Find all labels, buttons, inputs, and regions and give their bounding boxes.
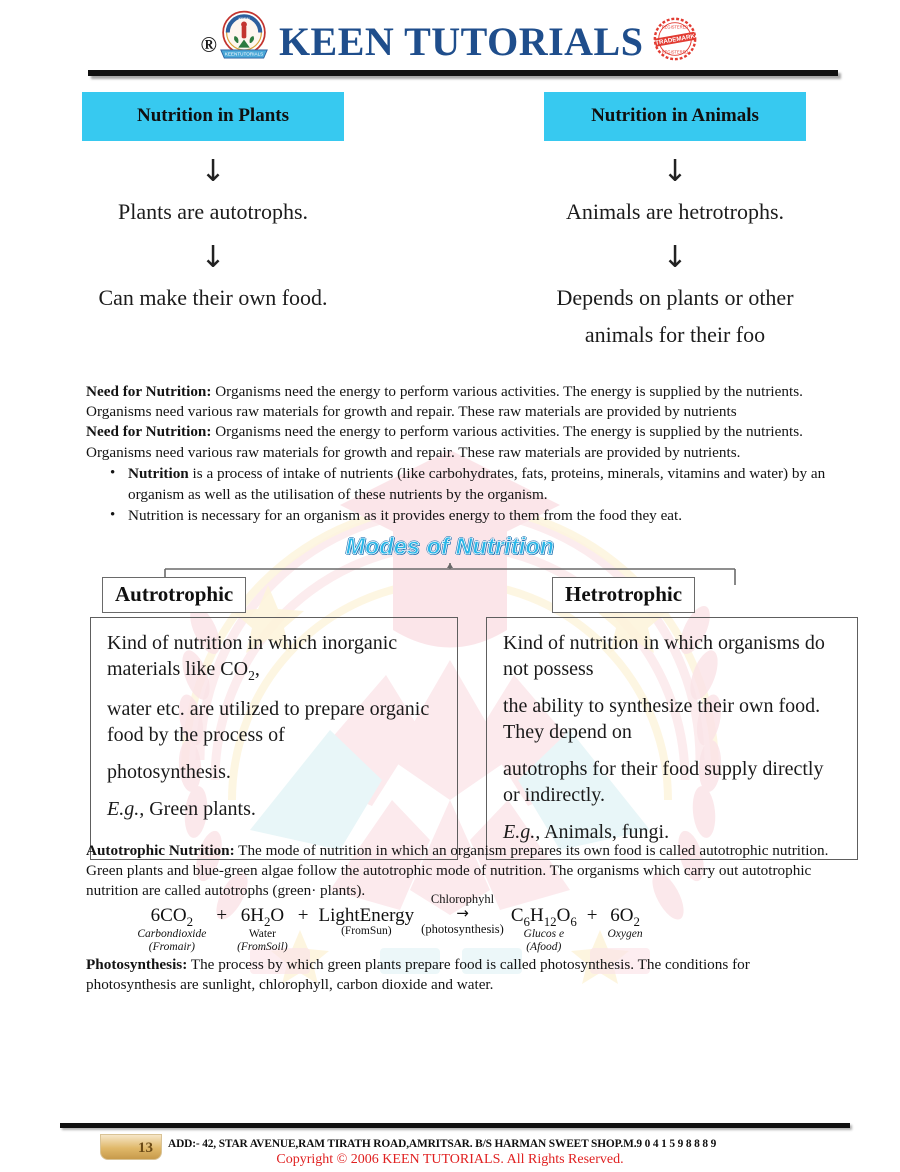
page-header <box>0 0 900 78</box>
mode-label-hetrotrophic: Hetrotrophic <box>552 577 695 613</box>
registered-trademark-icon: ® <box>200 31 217 57</box>
glucose-c: C <box>510 904 524 926</box>
equation-term-caption2: (Fromair) <box>148 940 195 953</box>
list-item <box>128 506 840 527</box>
photosynthesis-content <box>86 955 840 995</box>
equation-term-formula <box>151 906 193 928</box>
equation-term-caption1: Oxygen <box>607 927 643 940</box>
autotrophic-eg-label: E.g., <box>107 797 145 820</box>
hetrotrophic-eg-label: E.g., <box>503 820 541 843</box>
need-for-nutrition-text-1: Organisms need the energy to perform various activities. The energy is supplied by the nutrients. Organisms need various raw materials for growth and repair. These raw materials are provided by nutrients <box>86 383 803 421</box>
flowchart-column-animals <box>455 92 875 350</box>
photosynthesis-equation <box>0 891 900 954</box>
flowchart-column-plants <box>10 92 430 312</box>
glucose-h-subscript: 12 <box>543 913 557 929</box>
equation-arrow-below-label: (photosynthesis) <box>421 921 504 936</box>
equation-reaction-arrow <box>418 892 507 937</box>
mode-box-autotrophic <box>90 617 458 860</box>
equation-term-carbondioxide <box>133 906 210 954</box>
equation-term-caption2: (FromSoil) <box>237 940 288 953</box>
h2o-subscript: 2 <box>263 913 271 929</box>
equation-term-caption2: (Afood) <box>526 940 562 953</box>
flowchart-heading-plants: Nutrition in Plants <box>82 92 344 141</box>
equation-arrow-above-label: Chlorophyhl <box>430 891 495 906</box>
down-arrow-icon: ↓ <box>662 154 688 189</box>
equation-term-caption1: Carbondioxide <box>137 927 207 940</box>
footer-copyright: Copyright © 2006 KEEN TUTORIALS. All Rights Reserved. <box>276 1152 624 1167</box>
down-arrow-icon: ↓ <box>200 239 226 275</box>
down-arrow-icon: ↓ <box>662 239 688 275</box>
photosynthesis-label: Photosynthesis: <box>86 956 188 974</box>
page-number-badge: 13 <box>100 1134 162 1160</box>
autotrophic-eg-text: Green plants. <box>144 797 256 820</box>
svg-text:REGISTERED: REGISTERED <box>662 23 689 29</box>
equation-term-formula <box>511 906 577 928</box>
hetrotrophic-definition-part1: Kind of nutrition in which organisms do not possess <box>503 631 825 680</box>
flowchart-animals-step1: Animals are hetrotrophs. <box>565 199 785 224</box>
footer-address: ADD:- 42, STAR AVENUE,RAM TIRATH ROAD,AMRITSAR. B/S HARMAN SWEET SHOP.M.9 0 4 1 5 9 8 8 8 9 <box>168 1138 717 1150</box>
h2o-formula-b: O <box>270 904 285 926</box>
bullet-nutrition-text: is a process of intake of nutrients (like carbohydrates, fats, proteins, minerals, vitamins and water) by an organism as well as the utilisation of these nutrients by the organism. <box>128 464 826 503</box>
footer-divider <box>60 1123 850 1128</box>
autotrophic-def-text: Kind of nutrition in which inorganic materials like CO <box>107 631 398 680</box>
flowchart-animals-step2-line2: animals for their foo <box>584 322 766 348</box>
down-arrow-icon: ↓ <box>200 154 226 189</box>
svg-text:KEEN: KEEN <box>238 15 250 21</box>
nutrition-bullet-list <box>86 464 840 527</box>
equation-term-oxygen <box>604 906 647 941</box>
equation-row <box>133 891 646 954</box>
autotrophic-example <box>107 796 443 822</box>
equation-term-water <box>233 906 292 954</box>
o2-formula: 6O <box>610 904 634 926</box>
equation-term-formula <box>241 906 284 928</box>
paragraph-photosynthesis <box>86 955 840 995</box>
co2-subscript: 2 <box>248 667 255 683</box>
body-content <box>86 382 840 527</box>
bullet-nutrition-label: Nutrition <box>128 464 189 482</box>
h2o-formula-a: 6H <box>240 904 264 926</box>
flowchart-plants-step1: Plants are autotrophs. <box>117 199 309 224</box>
paragraph-need-for-nutrition-2 <box>86 422 840 462</box>
equation-term-formula: LightEnergy <box>318 904 415 926</box>
hetrotrophic-eg-text: Animals, fungi. <box>540 820 670 843</box>
autotrophic-definition-part1 <box>107 630 443 685</box>
trademark-stamp-icon <box>651 15 699 63</box>
modes-of-nutrition-section <box>0 532 900 843</box>
equation-plus-3: + <box>586 904 598 926</box>
photosynthesis-text: The process by which green plants prepare food is called photosynthesis. The conditions for photosynthesis are sunlight, chlorophyll, carbon dioxide and water. <box>86 956 750 994</box>
glucose-c-subscript: 6 <box>523 913 530 929</box>
school-crest-icon <box>215 7 273 65</box>
hetrotrophic-definition-part3: autotrophs for their food supply directly or indirectly. <box>503 757 824 806</box>
brand-title: KEEN TUTORIALS <box>278 19 644 64</box>
glucose-o-subscript: 6 <box>570 913 577 929</box>
modes-of-nutrition-title: Modes of Nutrition <box>345 532 555 559</box>
autotrophic-nutrition-label: Autotrophic Nutrition: <box>86 841 235 859</box>
flowchart-animals-step2-line1: Depends on plants or other <box>556 284 794 310</box>
co2-formula: 6CO <box>150 904 187 926</box>
list-item <box>128 464 840 505</box>
need-for-nutrition-text-2: Organisms need the energy to perform various activities. The energy is supplied by the nutrients. Organisms need various raw materials for growth and repair. These raw materials are provided by nutrients. <box>86 423 803 461</box>
bullet-necessity-text: Nutrition is necessary for an organism as it provides energy to them from the food they eat. <box>128 507 683 525</box>
glucose-h: H <box>529 904 544 926</box>
mode-label-autotrophic: Autrotrophic <box>102 577 246 613</box>
need-for-nutrition-label-2: Need for Nutrition: <box>86 423 212 441</box>
header-divider <box>88 70 838 76</box>
equation-term-caption1: Glucos e <box>523 927 565 940</box>
hetrotrophic-definition-part2: the ability to synthesize their own food. They depend on <box>503 694 821 743</box>
crest-motto-text: KEENTUTORIALS <box>224 51 264 57</box>
svg-text:REGISTERED: REGISTERED <box>662 48 689 54</box>
autotrophic-nutrition-text: The mode of nutrition in which an organism prepares its own food is called autotrophic nutrition. Green plants and blue-green algae follow the autotrophic mode of nutrition. The organisms which carry out autotrophic nutrition are called autotrophs (green· plants). <box>86 841 829 900</box>
brand-row <box>0 6 900 65</box>
glucose-o: O <box>556 904 571 926</box>
flowchart-plants-step2: Can make their own food. <box>98 284 328 310</box>
equation-term-formula <box>610 906 640 928</box>
right-arrow-icon: → <box>456 903 469 922</box>
mode-box-hetrotrophic <box>486 617 858 860</box>
paragraph-need-for-nutrition-1 <box>86 382 840 422</box>
o2-subscript: 2 <box>633 913 640 929</box>
need-for-nutrition-label-1: Need for Nutrition: <box>86 383 212 400</box>
equation-term-caption1: Water <box>248 927 276 940</box>
co2-subscript: 2 <box>186 913 194 929</box>
flowchart-heading-animals: Nutrition in Animals <box>544 92 806 141</box>
svg-text:TRADEMARK: TRADEMARK <box>655 32 697 47</box>
autotrophic-def-comma: , <box>254 657 260 680</box>
equation-term-caption1: (FromSun) <box>341 925 392 938</box>
equation-plus-2: + <box>297 904 309 926</box>
equation-term-glucose <box>507 906 581 954</box>
autotrophic-definition-part3: photosynthesis. <box>107 760 231 783</box>
nutrition-flowchart <box>0 92 900 382</box>
equation-term-lightenergy <box>314 906 418 939</box>
equation-plus-1: + <box>216 904 228 926</box>
autotrophic-definition-part2: water etc. are utilized to prepare organic food by the process of <box>107 697 430 746</box>
